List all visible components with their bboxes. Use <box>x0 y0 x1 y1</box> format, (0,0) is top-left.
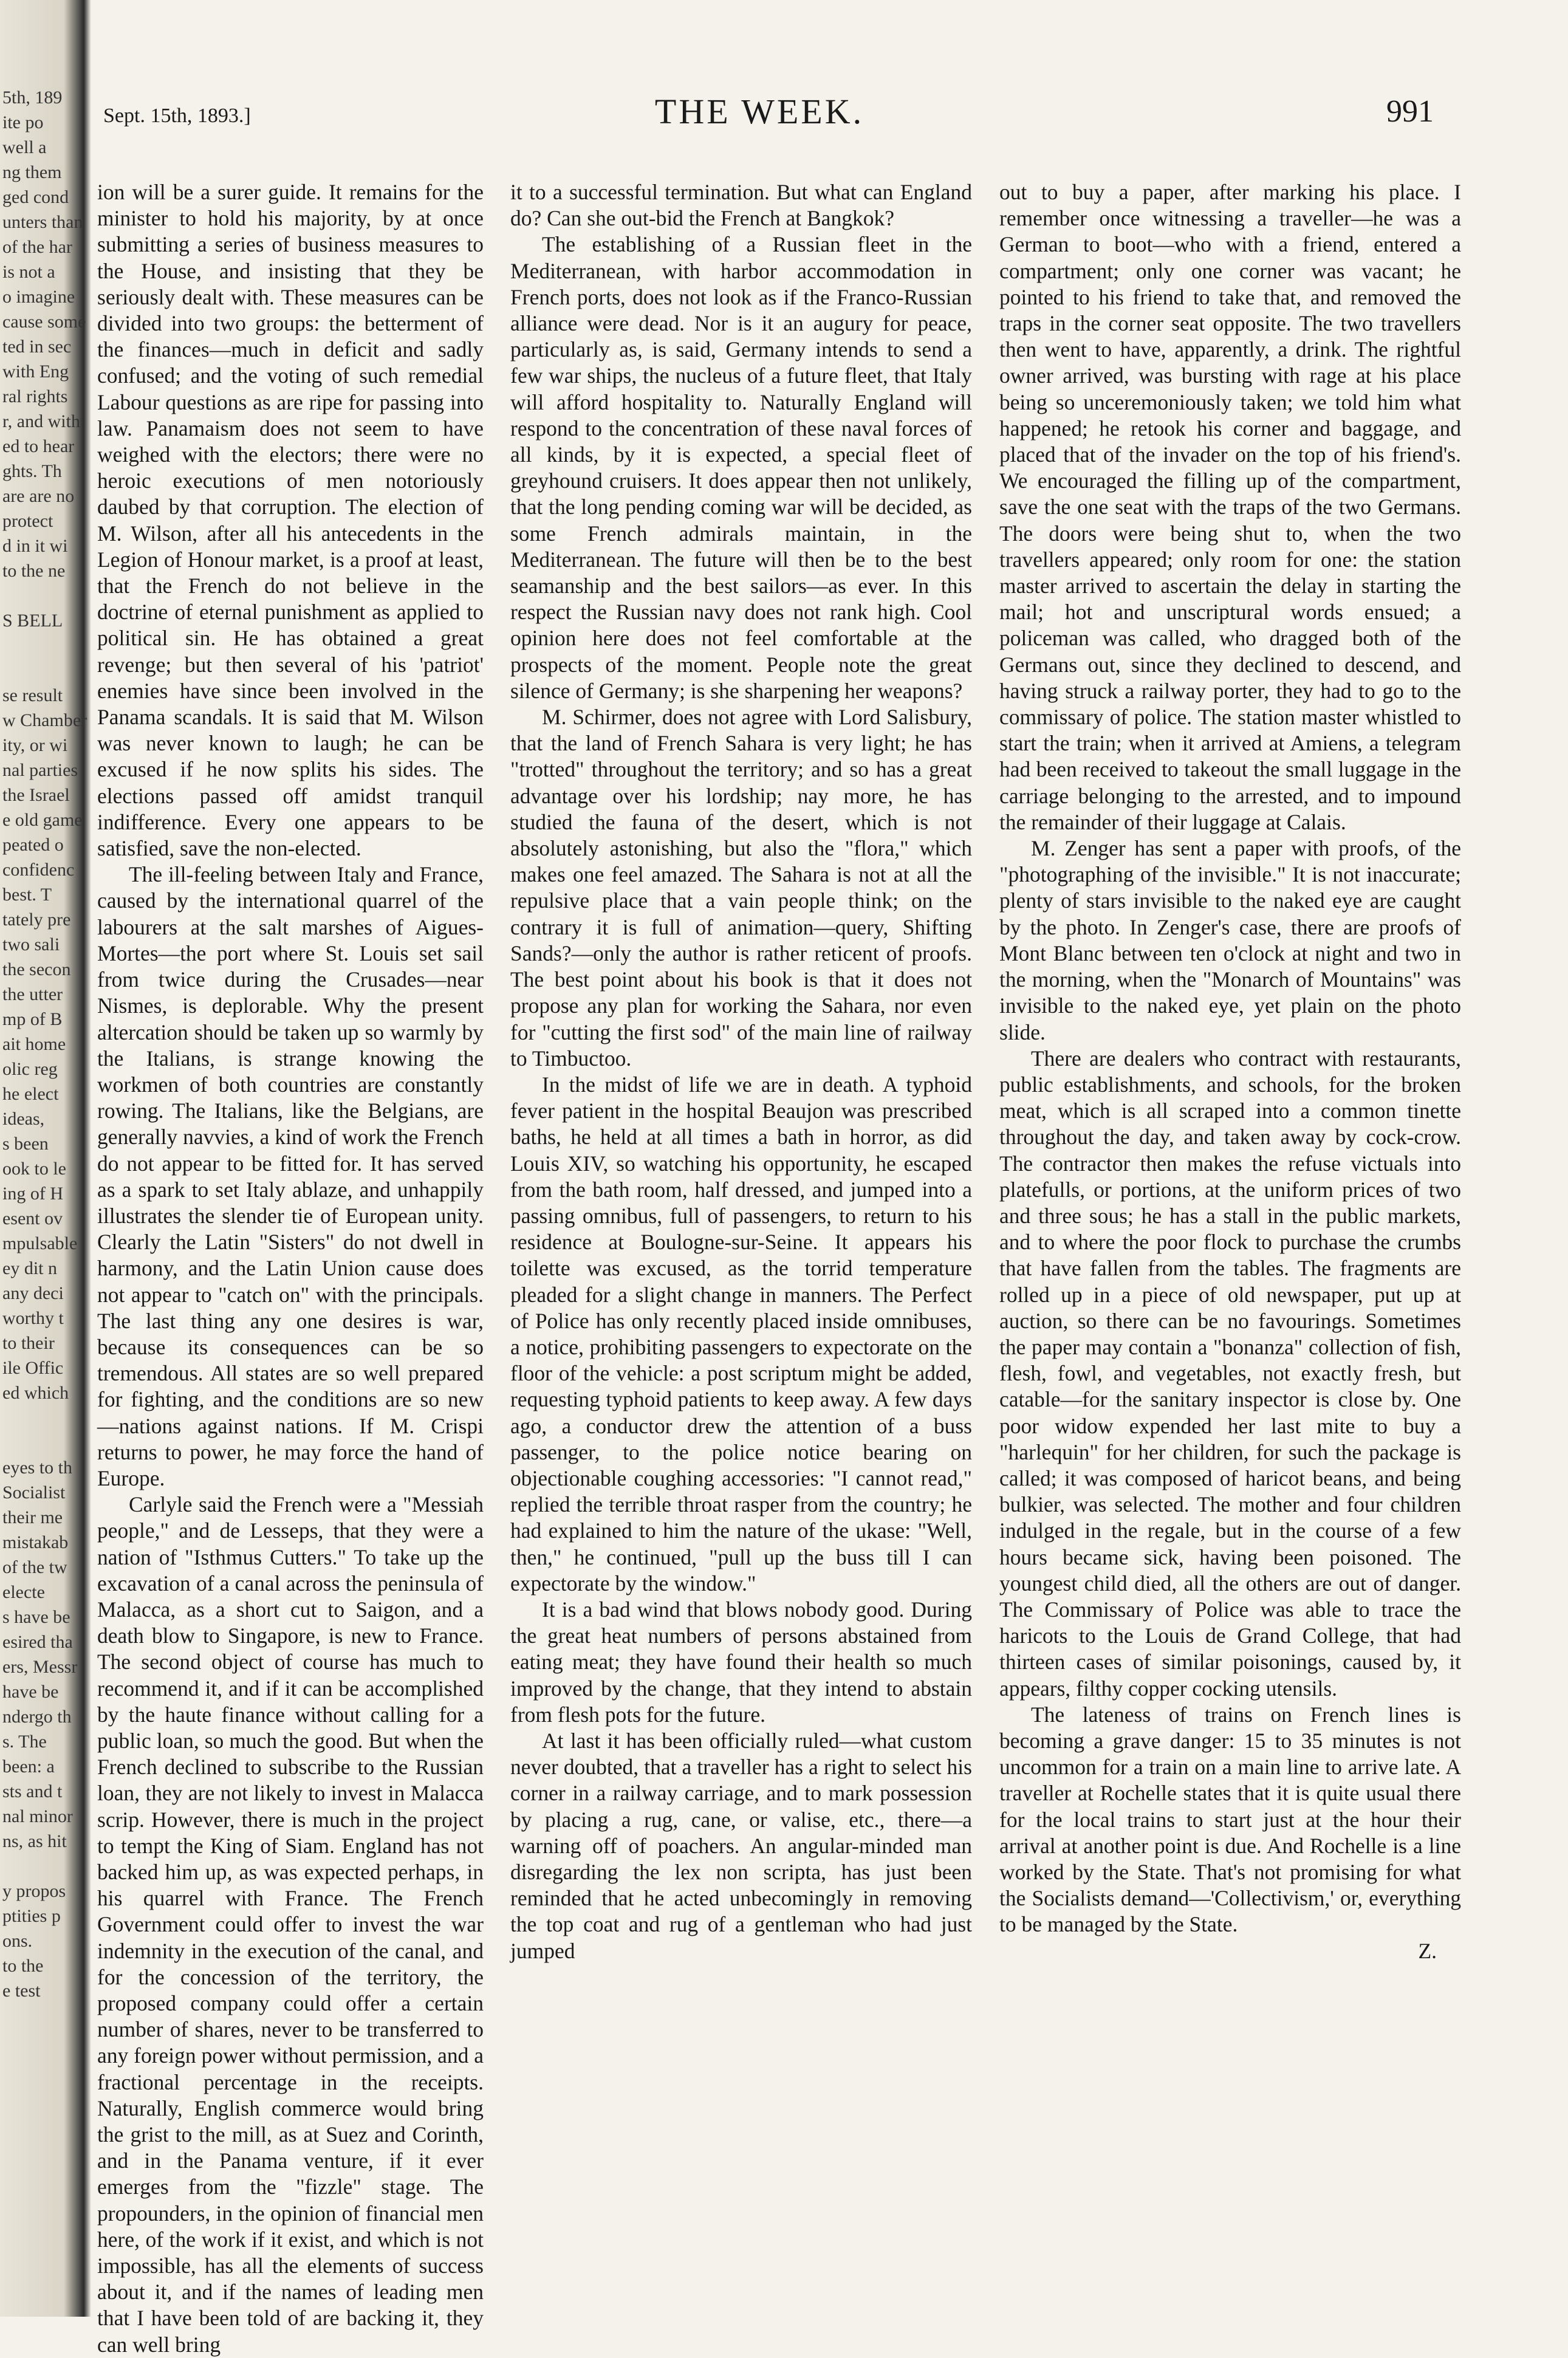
bleed-line: ng them <box>2 162 62 182</box>
bleed-line: been: a <box>2 1757 55 1777</box>
bleed-line: mpulsable <box>2 1233 78 1253</box>
bleed-line: sts and t <box>2 1781 63 1801</box>
bleed-line: the Israel <box>2 785 70 805</box>
bleed-line: se result <box>2 685 63 705</box>
bleed-line: ite po <box>2 112 44 132</box>
bleed-line: to the <box>2 1956 44 1976</box>
paragraph: M. Zenger has sent a paper with proofs, of the "photographing of the invisible." It is not inaccurate; plenty of stars invisible to the naked eye are caught by the photo. In Zenger's case, there are proofs of Mont Blanc between ten o'clock at night and two in the morning, when the "Monarch of Mountains" was invisible to the naked eye, yet plain on the photo slide. <box>999 836 1461 1044</box>
bleed-line: worthy t <box>2 1308 64 1328</box>
bleed-line: ndergo th <box>2 1707 72 1727</box>
bleed-line: S BELL <box>2 611 63 631</box>
bleed-line: he elect <box>2 1084 59 1104</box>
publication-title: THE WEEK. <box>654 92 864 131</box>
bleed-line <box>2 583 75 608</box>
bleed-line: are are no <box>2 486 75 506</box>
bleed-line <box>2 1430 75 1455</box>
issue-date: Sept. 15th, 1893.] <box>103 105 251 127</box>
bleed-line: nal parties <box>2 760 78 780</box>
bleed-line: to their <box>2 1333 55 1353</box>
paragraph: There are dealers who contract with restaurants, public establishments, and schools, for the broken meat, which is all scraped into a common tinette throughout the day, and taken away by cock-crow. The contractor then makes the refuse victuals into platefulls, or portions, at the uniform prices of two and three sous; he has a stall in the public markets, and to where the poor flock to purchase the crumbs that have fallen from the tables. The fragments are rolled up in a piece of old newspaper, put up at auction, so there can be no favourings. Sometimes the paper may contain a "bonanza" collection of fish, flesh, fowl, and vegetables, not exactly fresh, but catable—for the sanitary inspector is close by. One poor widow expended her last mite to buy a "harlequin" for her children, for such the package is called; it was composed of haricot beans, and being bulkier, was selected. The mother and four children indulged in the regale, but in the course of a few hours became sick, having been poisoned. The youngest child died, all the others are out of danger. The Commissary of Police was able to trace the haricots to the Louis de Grand College, that had thirteen cases of similar poisonings, caused by, it appears, filthy copper cocking utensils. <box>999 1046 1461 1701</box>
bleed-line: ghts. Th <box>2 461 62 481</box>
bleed-line: mp of B <box>2 1009 63 1029</box>
bleed-line: ged cond <box>2 187 69 207</box>
bleed-line: to the ne <box>2 561 66 581</box>
bleed-line: of the har <box>2 237 72 257</box>
bleed-line: ait home <box>2 1034 66 1054</box>
paragraph: out to buy a paper, after marking his place. I remember once witnessing a traveller—he was a German to boot—who with a friend, entered a compartment; only one corner was vacant; he pointed to his friend to take that, and removed the traps in the corner seat opposite. The two travellers then went to have, apparently, a drink. The rightful owner arrived, was bursting with rage at his place being so unceremoniously taken; we told him what happened; he retook his corner and baggage, and placed that of the invader on the top of his friend's. We encouraged the filling up of the compartment, save the one seat with the traps of the two Germans. The doors were being shut to, when the two travellers appeared; only room for one: the station master arrived to ascertain the delay in starting the mail; hot and unscriptural words ensued; a policeman was called, who dragged both of the Germans out, since they declined to descend, and having struck a railway porter, they had to go to the commissary of police. The station master whistled to start the train; when it arrived at Amiens, a telegram had been received to takeout the small luggage in the carriage belonging to the arrested, and to impound the remainder of their luggage at Calais. <box>999 180 1461 834</box>
page-number: 991 <box>1386 94 1434 129</box>
bleed-line: their me <box>2 1507 63 1527</box>
bleed-line: e old game <box>2 810 83 830</box>
paragraph: At last it has been officially ruled—what custom never doubted, that a traveller has a right to select his corner in a railway carriage, and to mark possession by placing a rug, cane, or valise, etc., there—a warning off of poachers. An angular-minded man disregarding the lex non scripta, has just been reminded that he acted unbecomingly in removing the top coat and rug of a gentleman who had just jumped <box>510 1728 972 1963</box>
bleed-line: have be <box>2 1682 59 1702</box>
bleed-line: o imagine <box>2 287 75 307</box>
bleed-line: s. The <box>2 1732 47 1752</box>
column-3 <box>999 179 1461 2294</box>
bleed-line: best. T <box>2 885 52 905</box>
bleed-line: s been <box>2 1134 49 1154</box>
page-header <box>97 91 1434 146</box>
facing-page-bleed <box>2 85 87 2272</box>
bleed-line: confidenc <box>2 860 75 880</box>
bleed-line: of the tw <box>2 1557 67 1577</box>
bleed-line: ity, or wi <box>2 735 68 755</box>
bleed-line: two sali <box>2 934 60 955</box>
paragraph: Carlyle said the French were a "Messiah people," and de Lesseps, that they were a nation of "Isthmus Cutters." To take up the excavation of a canal across the peninsula of Malacca, as a short cut to Saigon, and a death blow to Singapore, is new to France. The second object of course has much to recommend it, and if it can be accomplished by the haute finance without calling for a public loan, so much the good. But when the French declined to subscribe to the Russian loan, they are not likely to invest in Malacca scrip. However, there is much in the project to tempt the King of Siam. England has not backed him up, as was expected perhaps, in his quarrel with France. The French Government could offer to invest the war indemnity in the execution of the canal, and for the concession of the territory, the proposed company could offer a certain number of shares, never to be transferred to any foreign power without permission, and a fractional percentage in the receipts. Naturally, English commerce would bring the grist to the mill, as at Suez and Corinth, and in the Panama venture, if it ever emerges from the "fizzle" stage. The propounders, in the opinion of financial men here, of the work if it exist, and which is not impossible, has all the elements of success about it, and if the names of leading men that I have been told of are backing it, they can well bring <box>97 1492 484 2357</box>
bleed-line: esent ov <box>2 1208 63 1229</box>
bleed-line: nal minor <box>2 1806 73 1826</box>
paragraph: The lateness of trains on French lines is becoming a grave danger: 15 to 35 minutes is not uncommon for a train on a main line to arrive late. A traveller at Rochelle states that it is quite usual there for the local trains to start just at the hour their arrival at another point is due. And Rochelle is a line worked by the State. That's not promising for what the Socialists demand—'Collectivism,' or, everything to be managed by the State. <box>999 1702 1461 1937</box>
bleed-line <box>2 1405 75 1430</box>
bleed-line: mistakab <box>2 1532 69 1552</box>
bleed-line: electe <box>2 1582 45 1602</box>
bleed-line: olic reg <box>2 1059 58 1079</box>
bleed-line: unters than <box>2 212 83 232</box>
bleed-line: y propos <box>2 1881 66 1901</box>
paragraph: M. Schirmer, does not agree with Lord Salisbury, that the land of French Sahara is very light; he has "trotted" throughout the territory; and so has a great advantage over his lordship; nay more, he has studied the fauna of the desert, which is not absolutely astonishing, but also the "flora," which makes one feel amazed. The Sahara is not at all the repulsive place that a vain people think; on the contrary it is full of animation—query, Shifting Sands?—only the author is rather reticent of proofs. The best point about his book is that it does not propose any plan for working the Sahara, nor even for "cutting the first sod" of the main line of railway to Timbuctoo. <box>510 705 972 1071</box>
paragraph: ion will be a surer guide. It remains for the minister to hold his majority, by at once submitting a series of business measures to the House, and insisting that they be seriously dealt with. These measures can be divided into two groups: the betterment of the finances—much in deficit and sadly confused; and the voting of such remedial Labour questions as are ripe for passing into law. Panamaism does not seem to have weighed with the electors; there were no heroic executions of men notoriously daubed by that corruption. The election of M. Wilson, after all his antecedents in the Legion of Honour market, is a proof at least, that the French do not believe in the doctrine of eternal punishment as applied to political sin. He has obtained a great revenge; but then several of his 'patriot' enemies have since been involved in the Panama scandals. It is said that M. Wilson was never known to laugh; he can be excused if he now splits his sides. The elections passed off amidst tranquil indifference. Every one appears to be satisfied, save the non-elected. <box>97 180 484 861</box>
paragraph: The establishing of a Russian fleet in the Mediterranean, with harbor accommodation in French ports, does not look as if the Franco-Russian alliance were dead. Nor is it an augury for peace, particularly as, is said, Germany intends to send a few war ships, the nucleus of a future fleet, that Italy will afford hospitality to. Naturally England will respond to the concentration of these naval forces of all kinds, by it is expected, a special fleet of greyhound cruisers. It does appear then not unlikely, that the long pending coming war will be decided, as some French admirals maintain, in the Mediterranean. The future will then be to the best seamanship and the best sailors—as ever. In this respect the Russian navy does not rank high. Cool opinion here does not feel comfortable at the prospects of the moment. People note the great silence of Germany; is she sharpening her weapons? <box>510 232 972 703</box>
bleed-line: any deci <box>2 1283 64 1303</box>
bleed-line: w Chamber <box>2 710 87 730</box>
bleed-line: ing of H <box>2 1184 63 1204</box>
bleed-line: ey dit n <box>2 1258 57 1278</box>
bleed-line: eyes to th <box>2 1458 72 1478</box>
bleed-line: s have be <box>2 1607 70 1627</box>
bleed-line: d in it wi <box>2 536 68 556</box>
bleed-line: with Eng <box>2 362 69 382</box>
bleed-line: ideas, <box>2 1109 45 1129</box>
bleed-line: ed which <box>2 1383 69 1403</box>
bleed-line: ook to le <box>2 1159 66 1179</box>
bleed-line: protect <box>2 511 53 531</box>
bleed-line: ns, as hit <box>2 1831 67 1851</box>
paragraph: In the midst of life we are in death. A typhoid fever patient in the hospital Beaujon was prescribed baths, he held at all times a bath in horror, as did Louis XIV, so watching his opportunity, he escaped from the bath room, half dressed, and jumped into a passing omnibus, full of passengers, to return to his residence at Boulogne-sur-Seine. It appears his toilette was excused, as the torrid temperature pleaded for a slight change in manners. The Perfect of Police has only recently placed inside omnibuses, a notice, prohibiting passengers to expectorate on the floor of the vehicle: a post scriptum might be added, requesting typhoid patients to keep away. A few days ago, a conductor drew the attention of a buss passenger, to the police notice bearing on objectionable coughing accessories: "I cannot read," replied the terrible throat rasper from the country; he had explained to him the nature of the ukase: "Well, then," he continued, "pull up the buss till I can expectorate by the window." <box>510 1072 972 1595</box>
bleed-line: ral rights <box>2 386 68 406</box>
bleed-line: well a <box>2 137 47 157</box>
bleed-line: the secon <box>2 959 71 979</box>
bleed-line: r, and with <box>2 411 80 431</box>
bleed-line: esired tha <box>2 1632 73 1652</box>
column-2 <box>510 179 972 2294</box>
bleed-line: 5th, 189 <box>2 87 63 108</box>
author-signature: Z. <box>1418 1938 1437 1963</box>
paragraph: The ill-feeling between Italy and France, caused by the international quarrel of the labourers at the salt marshes of Aigues-Mortes—the port where St. Louis set sail from twice during the Crusades—near Nismes, is deplorable. Why the present altercation should be taken up so warmly by the Italians, is strange knowing the workmen of both countries are constantly rowing. The Italians, like the Belgians, are generally navvies, a kind of work the French do not appear to be fitted for. It has served as a spark to set Italy ablaze, and unhappily illustrates the slender tie of European unity. Clearly the Latin "Sisters" do not dwell in harmony, and the Latin Union cause does not appear to "catch on" with the principals. The last thing any one desires is war, because its consequences can be so tremendous. All states are so well prepared for fighting, and the conditions are so new—nations against nations. If M. Crispi returns to power, he may force the hand of Europe. <box>97 862 484 1490</box>
paragraph: it to a successful termination. But what can England do? Can she out-bid the French at Bangkok? <box>510 180 972 231</box>
bleed-line: ers, Messr <box>2 1657 78 1677</box>
bleed-line: ted in sec <box>2 337 72 357</box>
bleed-line: is not a <box>2 262 55 282</box>
bleed-line: e test <box>2 1981 41 2001</box>
bleed-line: peated o <box>2 835 64 855</box>
bleed-line <box>2 658 75 683</box>
bleed-line: cause some <box>2 312 86 332</box>
bleed-line: tately pre <box>2 910 71 930</box>
bleed-line <box>2 633 75 658</box>
bleed-line: ed to hear <box>2 436 75 456</box>
column-1 <box>97 179 484 2357</box>
bleed-line <box>2 1854 75 1879</box>
bleed-line: ile Offic <box>2 1358 64 1378</box>
bleed-line: ptities p <box>2 1906 61 1926</box>
bleed-line: Socialist <box>2 1482 66 1503</box>
bleed-line: ons. <box>2 1931 33 1951</box>
paragraph: It is a bad wind that blows nobody good. During the great heat numbers of persons abstained from eating meat; they have found their health so much improved by the change, that they intend to abstain from flesh pots for the future. <box>510 1597 972 1727</box>
bleed-line: the utter <box>2 984 63 1004</box>
